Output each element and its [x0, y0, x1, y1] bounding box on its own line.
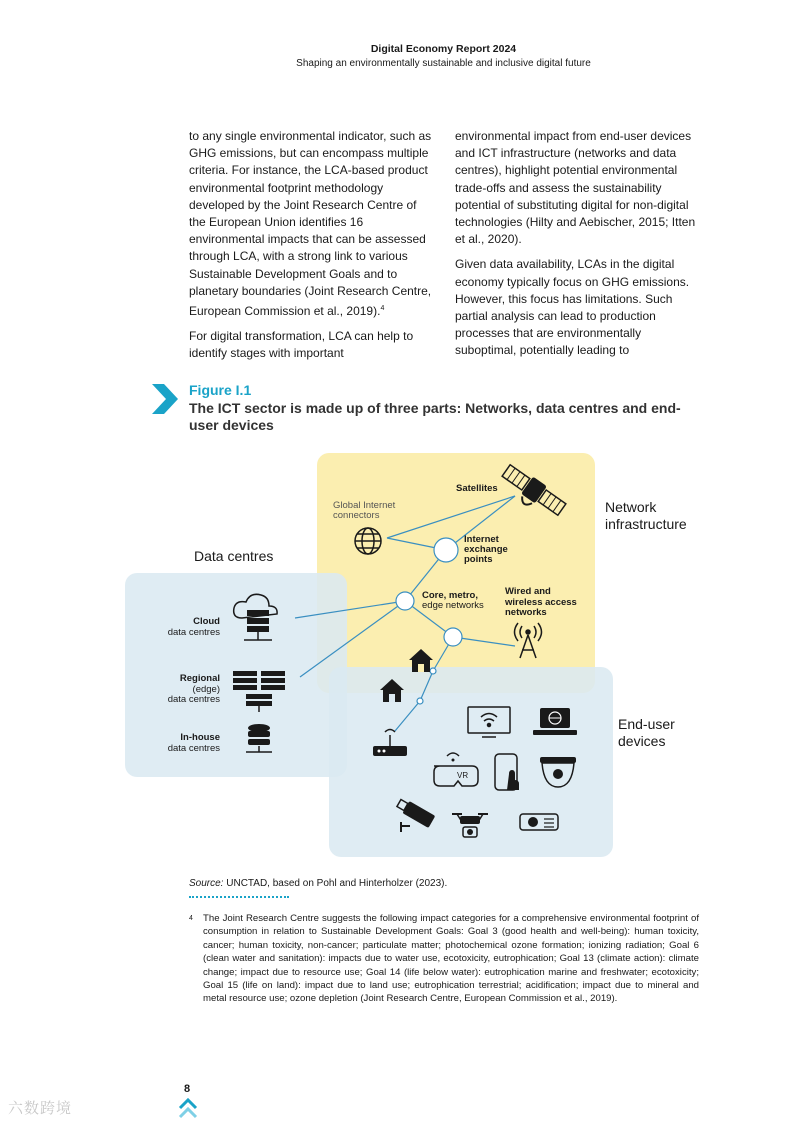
core-node	[396, 592, 414, 610]
home-node	[430, 668, 436, 674]
report-subtitle: Shaping an environmentally sustainable and inclusive digital future	[296, 58, 591, 69]
figure-title: The ICT sector is made up of three parts: Networks, data centres and end-user devices	[189, 400, 681, 433]
label-network-1: Network	[605, 499, 657, 515]
label-ixp-2: exchange	[464, 544, 508, 555]
label-data-centres: Data centres	[194, 548, 274, 564]
label-cloud-1: Cloud	[193, 616, 220, 627]
access-node	[444, 628, 462, 646]
label-satellites: Satellites	[456, 483, 498, 494]
paragraph: Given data availability, LCAs in the digital economy typically focus on GHG emissions. However, this focus has limitations. Such partial analysis can lead to production processes that are environmentally suboptimal, potentially leading to	[455, 257, 690, 358]
label-cloud-2: data centres	[167, 627, 220, 638]
label-wired-2: wireless access	[505, 597, 577, 608]
home-node	[417, 698, 423, 704]
label-enduser-2: devices	[618, 733, 666, 749]
label-wired-3: networks	[505, 607, 547, 618]
body-column-left	[189, 128, 434, 371]
chevron-right-icon	[150, 384, 178, 414]
paragraph: environmental impact from end-user devices and ICT infrastructure (networks and data centres), highlight potential environmental trade-offs and assess the sustainability potential of substituting digital for non-digital technologies (Hilty and Aebischer, 2015; Itten et al., 2020).	[455, 129, 696, 247]
label-regional-2: (edge)	[192, 684, 220, 695]
label-inhouse-2: data centres	[167, 743, 220, 754]
footnote	[189, 912, 699, 1006]
figure-source: Source: UNCTAD, based on Pohl and Hinterholzer (2023).	[189, 878, 448, 889]
footnote-number: 4	[189, 915, 193, 922]
body-column-right	[455, 128, 700, 368]
paragraph: For digital transformation, LCA can help to identify stages with important	[189, 329, 414, 361]
label-core-2: edge networks	[422, 600, 484, 611]
vr-label: VR	[457, 771, 469, 780]
label-core-1: Core, metro,	[422, 590, 478, 601]
label-network-2: infrastructure	[605, 516, 687, 532]
footnote-ref[interactable]: 4	[380, 305, 385, 313]
label-ixp-1: Internet	[464, 534, 499, 545]
footnote-text: The Joint Research Centre suggests the following impact categories for a comprehensive environmental footprint of consumption in relation to Sustainable Development Goals: Goal 3 (good health and well-being): human toxicity, cancer; human toxicity, non-cancer; particulate matter; photochemical ozone formation; ionizing radiation; Goal 6 (clean water and sanitation): impacts due to water use, ecotoxicity, eutrophication; Goal 13 (climate action): climate change; impact due to resource use; Goal 14 (life below water): eutrophication marine and freshwater; ecotoxicity; Goal 15 (life on land): impact due to land use; eutrophication terrestrial; acidification; impact due to mineral and metal resource use; ozone depletion (Joint Research Centre, European Commission et al., 2019).	[203, 913, 699, 1005]
scroll-up-icon[interactable]	[178, 1098, 198, 1120]
label-enduser-1: End-user	[618, 716, 675, 732]
ict-sector-diagram	[120, 450, 720, 865]
label-global-1: Global Internet	[333, 500, 396, 511]
label-regional-1: Regional	[179, 673, 220, 684]
report-title: Digital Economy Report 2024	[370, 43, 517, 55]
figure-label: Figure I.1	[189, 382, 252, 398]
label-inhouse-1: In-house	[180, 732, 220, 743]
footnote-divider	[189, 896, 289, 898]
paragraph: to any single environmental indicator, such as GHG emissions, but can encompass multiple criteria. For instance, the LCA-based product environmental footprint methodology developed by the Joint Research Centre of the European Union identifies 16 environmental impacts that can be assessed through LCA, with a strong link to various Sustainable Development Goals and to planetary boundaries (Joint Research Centre, European Commission et al., 2019).$^4$	[189, 129, 432, 319]
label-wired-1: Wired and	[505, 586, 551, 597]
label-global-2: connectors	[333, 510, 380, 521]
exchange-node	[434, 538, 458, 562]
label-regional-3: data centres	[167, 694, 220, 705]
label-ixp-3: points	[464, 554, 493, 565]
page-number: 8	[184, 1083, 191, 1095]
watermark: 六数跨境	[8, 1100, 73, 1117]
